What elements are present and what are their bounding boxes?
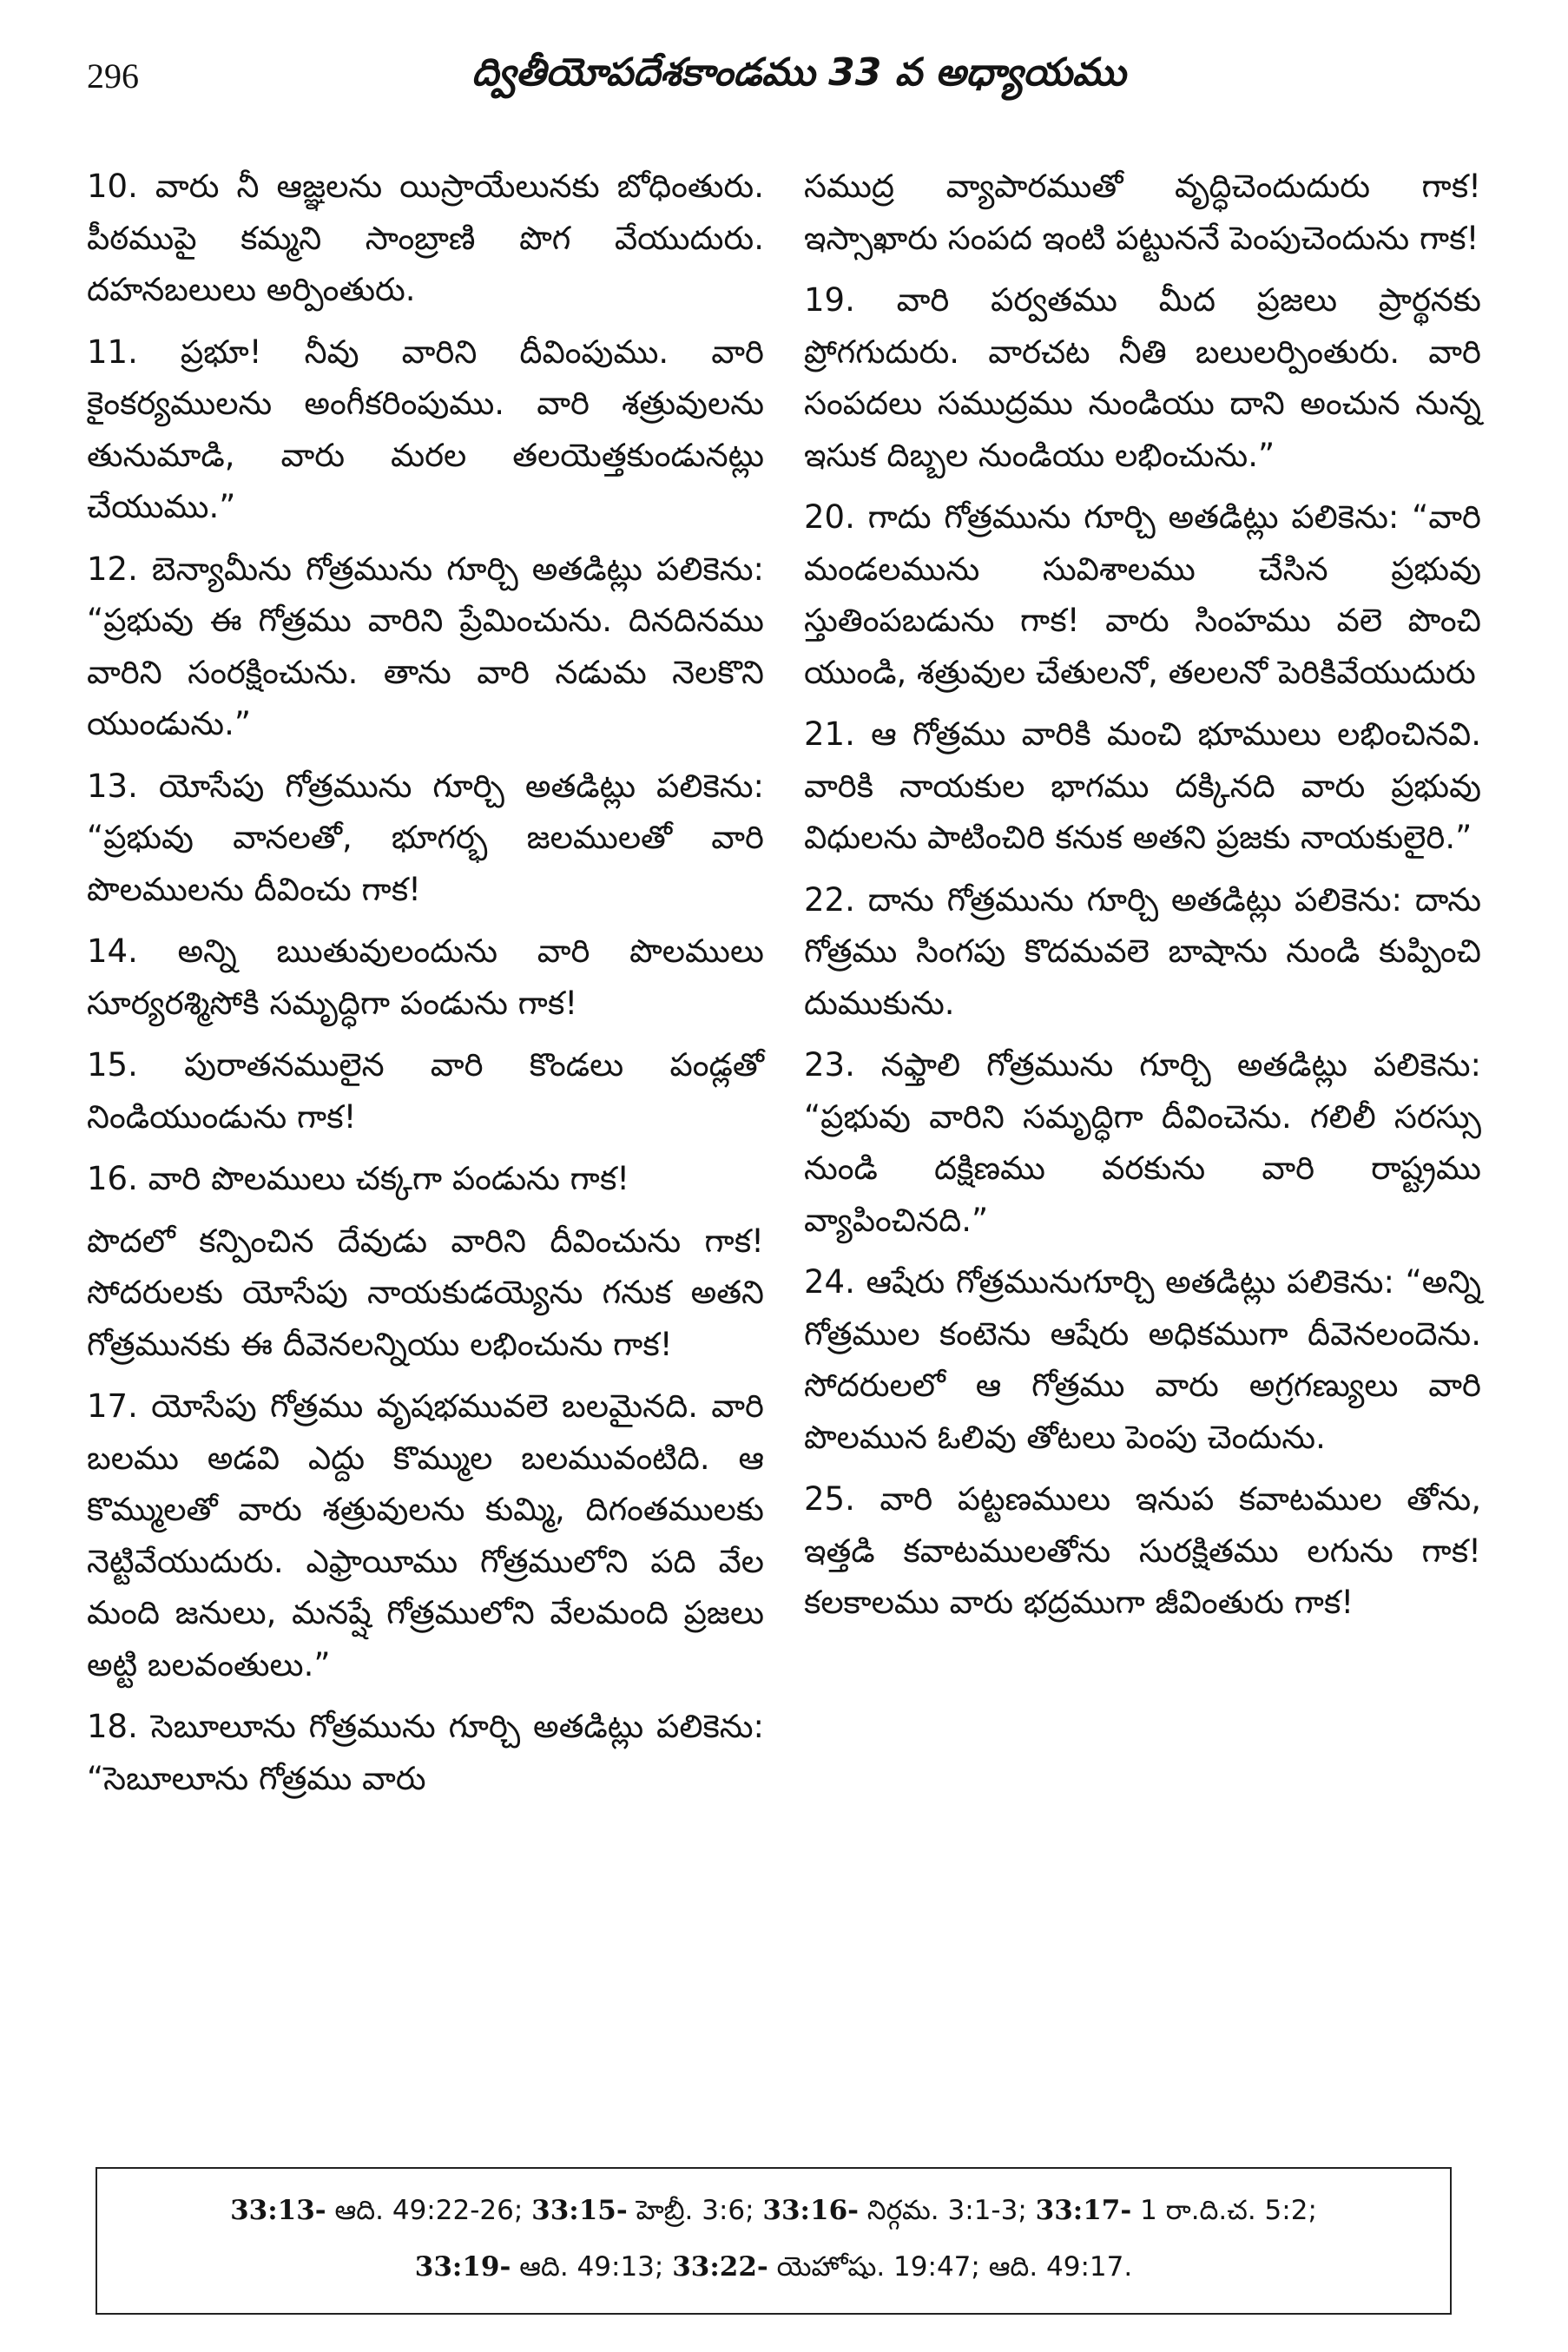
cross-reference-line: [97, 2251, 1450, 2289]
verse-20: 20. గాదు గోత్రమును గూర్చి అతడిట్లు పలికెను: “వారి మండలమును సువిశాలము చేసిన ప్రభువు స్తుతింపబడును గాక! వారు సింహము వలె పొంచి యుండి, శత్రువుల చేతులనో, తలలనో పెరికివేయుదురు: [804, 498, 1481, 691]
verse-18-continued: సముద్ర వ్యాపారముతో వృద్ధిచెందుదురు గాక! ఇస్సాఖారు సంపద ఇంటి పట్టుననే పెంపుచెందును గాక!: [804, 168, 1481, 257]
cross-reference-verse: 33:19-: [414, 2251, 511, 2283]
running-title: ద్వితీయోపదేశకాండము 33 వ అధ్యాయము: [471, 50, 1126, 95]
right-column: [804, 161, 1481, 1639]
verse-22: 22. దాను గోత్రమును గూర్చి అతడిట్లు పలికెను: దాను గోత్రము సింగపు కొదమవలె బాషాను నుండి కుప్పించి దుముకును.: [804, 880, 1481, 1022]
cross-reference-verse: 33:15-: [531, 2195, 628, 2226]
verse-16-continued: పొదలో కన్పించిన దేవుడు వారిని దీవించును గాక! సోదరులకు యోసేపు నాయకుడయ్యెను గనుక అతని గోత్రమునకు ఈ దీవెనలన్నియు లభించును గాక!: [87, 1222, 764, 1363]
page-header: [87, 50, 1481, 128]
cross-reference-text: యెహోషు. 19:47; ఆది. 49:17.: [768, 2251, 1133, 2283]
cross-reference-verse: 33:13-: [230, 2195, 326, 2226]
verse-19: 19. వారి పర్వతము మీద ప్రజలు ప్రార్థనకు ప్రోగగుదురు. వారచట నీతి బలులర్పింతురు. వారి సంపదలు సముద్రము నుండియు దాని అంచున నున్న ఇసుక దిబ్బల నుండియు లభించును.”: [804, 281, 1481, 474]
verse-15: 15. పురాతనములైన వారి కొండలు పండ్లతో నిండియుండును గాక!: [87, 1046, 764, 1136]
cross-reference-text: నిర్గమ. 3:1-3;: [859, 2195, 1036, 2226]
cross-reference-text: ఆది. 49:13;: [511, 2251, 673, 2283]
verse-12: 12. బెన్యామీను గోత్రమును గూర్చి అతడిట్లు పలికెను: “ప్రభువు ఈ గోత్రము వారిని ప్రేమించును. దినదినము వారిని సంరక్షించును. తాను వారి నడుమ నెలకొని యుండును.”: [87, 550, 764, 742]
cross-reference-text: హెబ్రీ. 3:6;: [627, 2195, 763, 2226]
text-columns: [87, 161, 1481, 2123]
verse-16: 16. వారి పొలములు చక్కగా పండును గాక!: [87, 1160, 630, 1197]
cross-reference-text: ఆది. 49:22-26;: [326, 2195, 532, 2226]
cross-reference-verse: 33:16-: [762, 2195, 860, 2226]
page-number: 296: [87, 56, 139, 96]
verse-21: 21. ఆ గోత్రము వారికి మంచి భూములు లభించినవి. వారికి నాయకుల భాగము దక్కినది వారు ప్రభువు విధులను పాటించిరి కనుక అతని ప్రజకు నాయకులైరి.”: [804, 715, 1481, 856]
verse-11: 11. ప్రభూ! నీవు వారిని దీవింపుము. వారి కైంకర్యములను అంగీకరింపుము. వారి శత్రువులను తునుమాడి, వారు మరల తలయెత్తకుండునట్లు చేయుము.”: [87, 333, 764, 525]
verse-17: 17. యోసేపు గోత్రము వృషభమువలె బలమైనది. వారి బలము అడవి ఎద్దు కొమ్ముల బలమువంటిది. ఆ కొమ్ములతో వారు శత్రువులను కుమ్మి, దిగంతములకు నెట్టివేయుదురు. ఎఫ్రాయీము గోత్రములోని పది వేల మంది జనులు, మనష్షే గోత్రములోని వేలమంది ప్రజలు అట్టి బలవంతులు.”: [87, 1387, 764, 1683]
cross-reference-verse: 33:22-: [672, 2251, 768, 2283]
verse-23: 23. నఫ్తాలి గోత్రమును గూర్చి అతడిట్లు పలికెను: “ప్రభువు వారిని సమృద్ధిగా దీవించెను. గలిలీ సరస్సు నుండి దక్షిణము వరకును వారి రాష్ట్రము వ్యాపించినది.”: [804, 1046, 1481, 1239]
verse-13: 13. యోసేపు గోత్రమును గూర్చి అతడిట్లు పలికెను: “ప్రభువు వానలతో, భూగర్భ జలములతో వారి పొలములను దీవించు గాక!: [87, 767, 764, 908]
cross-reference-line: [97, 2195, 1450, 2232]
left-column: [87, 161, 764, 1815]
verse-24: 24. ఆషేరు గోత్రమునుగూర్చి అతడిట్లు పలికెను: “అన్ని గోత్రముల కంటెను ఆషేరు అధికముగా దీవెనలందెను. సోదరులలో ఆ గోత్రము వారు అగ్రగణ్యులు వారి పొలమున ఓలివు తోటలు పెంపు చెందును.: [804, 1263, 1481, 1456]
cross-reference-verse: 33:17-: [1035, 2195, 1132, 2226]
verse-18: 18. సెబూలూను గోత్రమును గూర్చి అతడిట్లు పలికెను: “సెబూలూను గోత్రము వారు: [87, 1708, 764, 1797]
verse-25: 25. వారి పట్టణములు ఇనుప కవాటముల తోను, ఇత్తడి కవాటములతోను సురక్షితము లగును గాక! కలకాలము వారు భద్రముగా జీవింతురు గాక!: [804, 1480, 1481, 1621]
verse-10: 10. వారు నీ ఆజ్ఞలను యిస్రాయేలునకు బోధింతురు. పీఠముపై కమ్మని సాంబ్రాణి పొగ వేయుదురు. దహనబలులు అర్పింతురు.: [87, 168, 764, 308]
cross-reference-text: 1 రా.ది.చ. 5:2;: [1131, 2195, 1317, 2226]
verse-14: 14. అన్ని ఋతువులందును వారి పొలములు సూర్యరశ్మిసోకి సమృద్ధిగా పండును గాక!: [87, 932, 764, 1022]
cross-reference-box: [96, 2167, 1452, 2315]
